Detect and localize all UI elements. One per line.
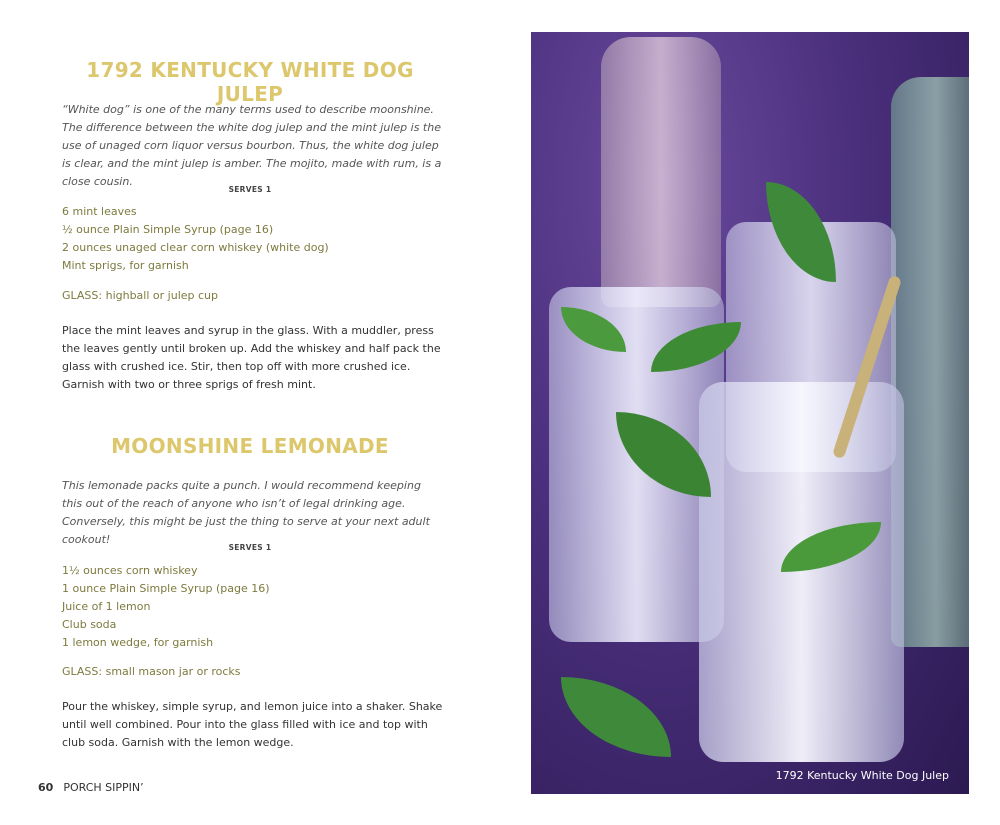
recipe-method: Place the mint leaves and syrup in the glass. With a muddler, press the leaves gently until broken up. Add the whiskey and half pack the glass with crushed ice. Stir, then top off with more crushed ice. Garnish with two or three sprigs of fresh mint. bbox=[62, 324, 441, 391]
ingredient: Club soda bbox=[62, 618, 117, 631]
photo-caption: 1792 Kentucky White Dog Julep bbox=[775, 769, 949, 782]
ingredient: 1 lemon wedge, for garnish bbox=[62, 636, 214, 649]
glass-info: GLASS: highball or julep cup bbox=[62, 289, 218, 302]
ingredient-list bbox=[62, 562, 442, 652]
page-footer bbox=[38, 781, 144, 794]
recipe-method: Pour the whiskey, simple syrup, and lemon juice into a shaker. Shake until well combined. Pour into the glass filled with ice and top with club soda. Garnish with the lemon wedge. bbox=[62, 700, 443, 749]
page-number: 60 bbox=[38, 781, 54, 794]
ingredient: 6 mint leaves bbox=[62, 205, 137, 218]
recipe-title: MOONSHINE LEMONADE bbox=[111, 434, 389, 458]
recipe-intro: This lemonade packs quite a punch. I would recommend keeping this out of the reach of anyone who isn’t of legal drinking age. Conversely, this might be just the thing to serve at your next adult cookout! bbox=[62, 479, 430, 546]
bottle bbox=[601, 37, 721, 307]
serves-label: SERVES 1 bbox=[228, 185, 272, 194]
ingredient-list bbox=[62, 203, 442, 275]
cocktail-photo bbox=[531, 32, 969, 794]
ingredient: ½ ounce Plain Simple Syrup (page 16) bbox=[62, 223, 274, 236]
mint-leaf bbox=[561, 677, 671, 757]
serves-label: SERVES 1 bbox=[228, 543, 272, 552]
ingredient: 2 ounces unaged clear corn whiskey (white dog) bbox=[62, 241, 329, 254]
recipe-intro: “White dog” is one of the many terms used to describe moonshine. The difference between the white dog julep and the mint julep is the use of unaged corn liquor versus bourbon. Thus, the white dog julep is clear, and the mint julep is amber. The mojito, made with rum, is a close cousin. bbox=[62, 103, 442, 188]
section-name: PORCH SIPPIN’ bbox=[63, 781, 144, 794]
ingredient: 1½ ounces corn whiskey bbox=[62, 564, 198, 577]
recipe-title: 1792 KENTUCKY WHITE DOG JULEP bbox=[86, 58, 414, 106]
glass bbox=[699, 382, 904, 762]
ingredient: 1 ounce Plain Simple Syrup (page 16) bbox=[62, 582, 270, 595]
ingredient: Mint sprigs, for garnish bbox=[62, 259, 189, 272]
glass-info: GLASS: small mason jar or rocks bbox=[62, 665, 241, 678]
ingredient: Juice of 1 lemon bbox=[62, 600, 151, 613]
